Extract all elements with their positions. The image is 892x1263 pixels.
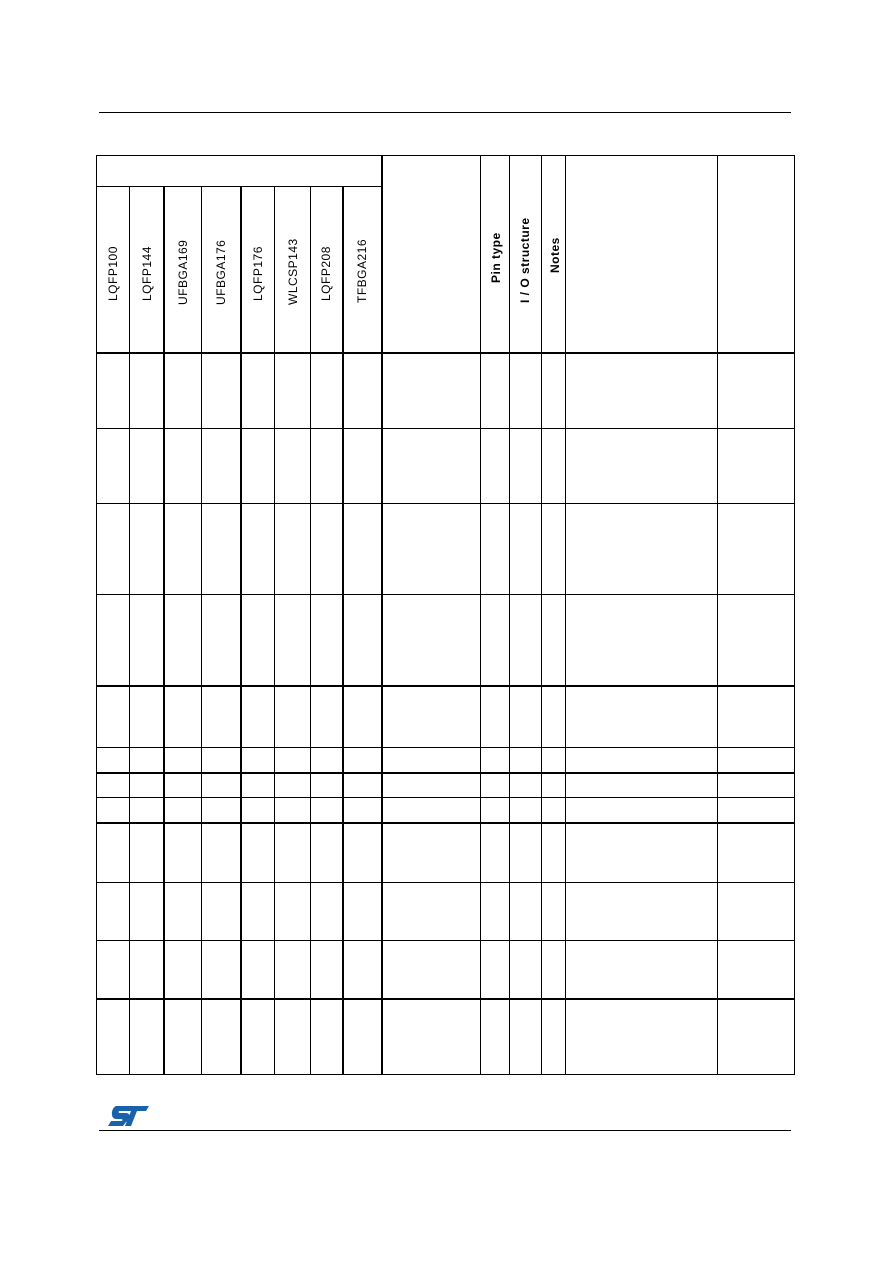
col-divider-13 (717, 155, 718, 1074)
footer-rule (99, 1130, 791, 1131)
col-header-lqfp208: LQFP208 (319, 246, 333, 301)
table-row (96, 822, 795, 824)
col-divider-10 (509, 155, 510, 1074)
col-header-ufbga176: UFBGA176 (214, 239, 228, 305)
header-rule (99, 112, 791, 113)
col-header-tfbga216: TFBGA216 (355, 238, 369, 303)
table-row (96, 797, 795, 798)
table-row (96, 940, 795, 941)
header-bottom-rule (96, 352, 795, 354)
col-header-lqfp100: LQFP100 (106, 246, 120, 301)
table-row (96, 747, 795, 748)
col-header-io-structure: I / O structure (518, 217, 532, 303)
col-header-wlcsp143: WLCSP143 (286, 238, 300, 305)
pin-definition-table (96, 155, 795, 1075)
table-row (96, 685, 795, 687)
table-row (96, 503, 795, 504)
col-divider-11 (541, 155, 542, 1074)
col-header-notes: Notes (548, 237, 562, 273)
col-divider-12 (565, 155, 566, 1074)
col-divider-8 (381, 155, 383, 1074)
st-logo-icon (106, 1104, 150, 1128)
col-header-ufbga169: UFBGA169 (176, 239, 190, 305)
table-row (96, 428, 795, 429)
table-row (96, 998, 795, 1000)
col-header-lqfp176: LQFP176 (251, 246, 265, 301)
table-row (96, 772, 795, 774)
col-header-pin-type: Pin type (489, 232, 503, 283)
table-row (96, 594, 795, 595)
package-group-divider (96, 186, 382, 187)
col-header-lqfp144: LQFP144 (140, 246, 154, 301)
col-divider-9 (480, 155, 481, 1074)
table-row (96, 882, 795, 883)
